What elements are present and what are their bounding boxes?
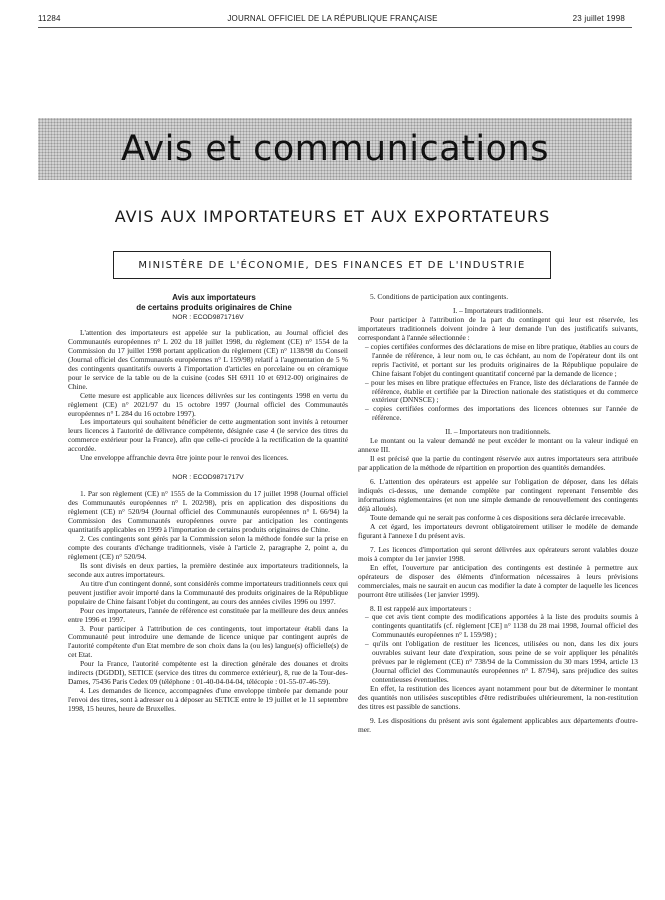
subheading: I. – Importateurs traditionnels. xyxy=(452,305,544,315)
paragraph: 7. Les licences d'importation qui seront délivrées aux opérateurs seront valables douze mois à compter du 1er janvier 1998. xyxy=(358,544,638,563)
paragraph: Ils sont divisés en deux parties, la première destinée aux importateurs traditionnels, la seconde aux autres importateurs. xyxy=(68,560,348,579)
list-item: – copies certifiées conformes des déclarations de mise en libre pratique, établies au cours de l'année de référence, à leur nom ou, le cas échéant, au nom de l'opérateur dont ils ont repris l'activité, et portant sur les produits originaires de la République populaire de Chine faisant l'objet du contingent quantitatif concerné par la demande de licence ; xyxy=(365,341,638,378)
page-number: 11284 xyxy=(38,14,61,23)
left-column xyxy=(68,293,348,714)
paragraph: En effet, la restitution des licences ayant notamment pour but de déterminer le montant des quantités non utilisées susceptibles d'être redistribuées ultérieurement, la non-restitution des titres est passible de sanctions. xyxy=(358,684,638,711)
paragraph: 1. Par son règlement (CE) n° 1555 de la Commission du 17 juillet 1998 (Journal officiel des Communautés européennes n° L 202/98), pris en application des dispositions du règlement (CE) n° 520/94 (Journal officiel des Communautés européennes n° L 66/94) la Commission des Communautés européennes ouvre par anticipation les contingents quantitatifs applicables en 1999 à l'importation de certains produits originaires de Chine. xyxy=(68,489,348,535)
paragraph: 8. Il est rappelé aux importateurs : xyxy=(370,603,472,613)
paragraph: En effet, l'ouverture par anticipation des contingents est destinée à permettre aux opérateurs de disposer des éléments d'information nécessaires à leurs prévisions commerciales, mais ne saurait en aucun cas modifier la date à compter de laquelle les licences pourront être utilisées (1er janvier 1999). xyxy=(358,562,638,599)
paragraph: L'attention des importateurs est appelée sur la publication, au Journal officiel des Communautés européennes n° L 202 du 18 juillet 1998, du règlement (CE) n° 1554 de la Commission du 17 juillet 1998 portant application du règlement (CE) n° 1138/98 du Conseil (Journal officiel des Communautés européennes n° L 159/98) relatif à l'augmentation de 5 % des contingents quantitatifs ouverts à l'importation d'articles en porcelaine ou en céramique pour le service de la table ou de la cuisine (codes SH 6911 10 et 6912-00) originaires de Chine. xyxy=(68,327,348,391)
notice-subtitle: de certains produits originaires de Chine xyxy=(136,302,292,312)
right-column xyxy=(358,293,638,735)
paragraph: 2. Ces contingents sont gérés par la Commission selon la méthode fondée sur la prise en compte des courants d'échange traditionnels, visée à l'article 2, paragraphe 2, point a, du règlement (CE) n° 520/94. xyxy=(68,533,348,561)
reminders-list xyxy=(358,613,638,685)
paragraph: Cette mesure est applicable aux licences délivrées sur les contingents 1998 en vertu du règlement (CE) n° 2021/97 du 15 octobre 1997 (Journal officiel des Communautés européennes n° L 284 du 16 octobre 1997). xyxy=(68,390,348,418)
paragraph: 9. Les dispositions du présent avis sont également applicables aux départements d'outre-mer. xyxy=(358,715,638,734)
paragraph: 5. Conditions de participation aux contingents. xyxy=(370,292,509,301)
paragraph: 4. Les demandes de licence, accompagnées d'une enveloppe timbrée par demande pour l'envoi des titres, sont à adresser ou à déposer au SETICE entre le 19 juillet et le 11 septembre 1998, 15 heures, heure de Bruxelles. xyxy=(68,686,348,714)
section-title: AVIS AUX IMPORTATEURS ET AUX EXPORTATEURS xyxy=(114,207,551,226)
paragraph: A cet égard, les importateurs devront obligatoirement utiliser le modèle de demande figurant à l'annexe I du présent avis. xyxy=(358,521,638,540)
justificatifs-list xyxy=(358,343,638,424)
paragraph: Au titre d'un contingent donné, sont considérés comme importateurs traditionnels ceux qui peuvent justifier avoir importé dans la Communauté des produits originaires de la République populaire de Chine faisant l'objet du contingent, au cours des années civiles 1996 ou 1997. xyxy=(68,578,348,606)
paragraph: 6. L'attention des opérateurs est appelée sur l'obligation de déposer, dans les délais indiqués ci-dessus, une demande complète par contingent reprenant l'ensemble des informations réglementaires (et non une simple demande de renouvellement des contingents déjà alloués). xyxy=(358,477,638,513)
list-item: – qu'ils ont l'obligation de restituer les licences, utilisées ou non, dans les dix jours ouvrables suivant leur date d'expiration, sous peine de se voir appliquer les pénalités prévues par le règlement (CE) n° 738/94 de la Commission du 30 mars 1994, article 13 (Journal officiel des Communautés européennes n° L 87/94), sans préjudice des suites contentieuses éventuelles. xyxy=(365,639,638,685)
nor-reference-2: NOR : ECOD9871717V xyxy=(172,474,244,482)
list-item: – que cet avis tient compte des modifications apportées à la liste des produits soumis à contingents quantitatifs (cf. règlement [CE] n° 1138 du 28 mai 1998, Journal officiel des Communautés européennes n° L 159/98) ; xyxy=(365,612,638,640)
section-banner xyxy=(38,118,632,180)
notice-title: Avis aux importateurs xyxy=(172,293,256,302)
paragraph: Le montant ou la valeur demandé ne peut excéder le montant ou la valeur indiqué en annexe III. xyxy=(358,436,638,455)
paragraph: Une enveloppe affranchie devra être jointe pour le renvoi des licences. xyxy=(80,453,289,463)
ministry-box xyxy=(113,251,551,279)
list-item: – pour les mises en libre pratique effectuées en France, liste des déclarations de l'année de référence, établie et certifiée par la Direction nationale des statistiques et du commerce extérieur (DNNSCE) ; xyxy=(365,377,638,405)
paragraph: Les importateurs qui souhaitent bénéficier de cette augmentation sont invités à retourner leurs licences à l'autorité de délivrance compétente, désignée case 4 (le service des titres du commerce extérieur pour la France), afin que celle-ci procède à la rectification de la quantité accordée. xyxy=(68,417,348,454)
issue-date: 23 juillet 1998 xyxy=(572,14,625,23)
banner-title: Avis et communications xyxy=(121,129,549,169)
paragraph: Pour la France, l'autorité compétente est la direction générale des douanes et droits indirects (DGDDI), SETICE (service des titres du commerce extérieur), 8, rue de la Tour-des-Dames, 75436 Paris Cedex 09 (téléphone : 01-40-04-04-04, télécopie : 01-55-07-46-59). xyxy=(68,659,348,687)
paragraph: Toute demande qui ne serait pas conforme à ces dispositions sera déclarée irrecevable. xyxy=(370,512,626,522)
journal-title: JOURNAL OFFICIEL DE LA RÉPUBLIQUE FRANÇAISE xyxy=(227,14,438,23)
paragraph: Pour ces importateurs, l'année de référence est constituée par la meilleure des deux années entre 1996 et 1997. xyxy=(68,605,348,624)
paragraph: Pour participer à l'attribution de la part du contingent qui leur est réservée, les importateurs traditionnels doivent joindre à leur demande l'un des justificatifs suivants, correspondant à l'année sélectionnée : xyxy=(358,314,638,342)
subheading: II. – Importateurs non traditionnels. xyxy=(445,427,551,437)
ministry-name: MINISTÈRE DE L'ÉCONOMIE, DES FINANCES ET DE L'INDUSTRIE xyxy=(138,259,526,271)
running-header xyxy=(0,14,665,28)
nor-reference: NOR : ECOD9871716V xyxy=(172,314,244,321)
paragraph: Il est précisé que la partie du contingent réservée aux autres importateurs sera attribuée par application de la méthode de répartition en proportion des quantités demandées. xyxy=(358,454,638,473)
header-rule xyxy=(38,27,632,28)
paragraph: 3. Pour participer à l'attribution de ces contingents, tout importateur établi dans la Communauté peut introduire une demande de licence unique par contingent auprès de l'autorité compétente d'un Etat membre de son choix dans la (ou les) langue(s) officielle(s) de cet Etat. xyxy=(68,623,348,660)
list-item: – copies certifiées conformes des importations des licences obtenues sur l'année de référence. xyxy=(365,404,638,423)
